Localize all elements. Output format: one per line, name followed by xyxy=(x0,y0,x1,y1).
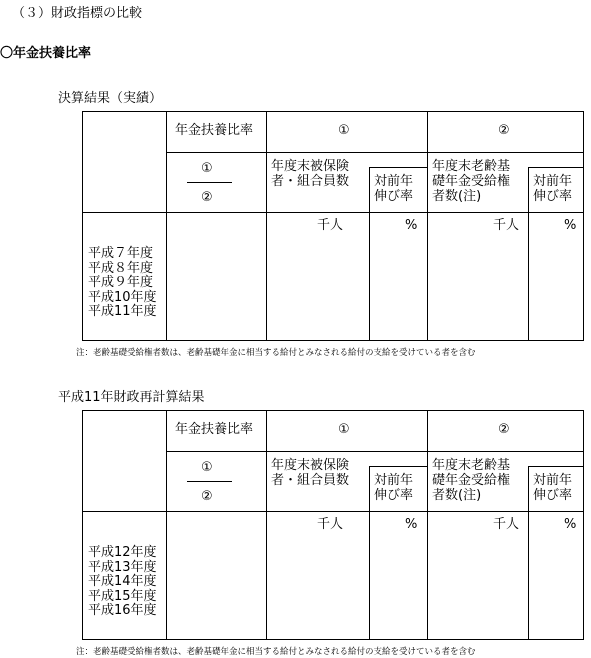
col2-marker: ② xyxy=(498,422,510,437)
fraction-bottom: ② xyxy=(201,489,213,504)
col2-label-line3: 者数(注) xyxy=(432,488,482,503)
col2-label-line2: 礎年金受給権 xyxy=(432,174,511,189)
col2-marker: ② xyxy=(498,123,510,138)
col1-growth-line1: 対前年 xyxy=(374,174,414,189)
col1-growth-line1: 対前年 xyxy=(374,473,414,488)
col2-growth-line1: 対前年 xyxy=(533,174,573,189)
fraction-top: ① xyxy=(201,161,213,176)
unit-persons: 千人 xyxy=(493,218,520,233)
unit-persons: 千人 xyxy=(317,218,344,233)
unit-persons: 千人 xyxy=(317,517,344,532)
unit-percent: % xyxy=(405,218,418,233)
table-caption: 決算結果（実績） xyxy=(58,91,163,106)
year-label: 平成９年度 xyxy=(88,275,154,290)
fraction-top: ① xyxy=(201,460,213,475)
col1-growth-line2: 伸び率 xyxy=(374,488,414,503)
data-table xyxy=(82,111,584,341)
year-label: 平成８年度 xyxy=(88,260,154,276)
unit-percent: % xyxy=(564,517,577,532)
unit-persons: 千人 xyxy=(493,517,520,532)
col2-label-line2: 礎年金受給権 xyxy=(432,473,511,488)
year-label: 平成14年度 xyxy=(88,574,157,589)
col2-label-line3: 者数(注) xyxy=(432,189,482,204)
year-label: 平成10年度 xyxy=(88,289,157,305)
col2-label-line1: 年度末老齢基 xyxy=(432,458,511,473)
table-note: 注：老齢基礎受給権者数は、老齢基礎年金に相当する給付とみなされる給付の支給を受けている者を含む xyxy=(76,647,476,657)
col2-label-line1: 年度末老齢基 xyxy=(432,159,511,174)
unit-percent: % xyxy=(564,218,577,233)
ratio-label: 年金扶養比率 xyxy=(175,422,254,437)
year-label: 平成11年度 xyxy=(88,304,157,319)
col2-growth-line1: 対前年 xyxy=(533,473,573,488)
fraction-bottom: ② xyxy=(201,190,213,205)
heading-pension-support-ratio: 〇年金扶養比率 xyxy=(0,46,92,61)
year-list xyxy=(88,247,157,320)
col1-label-line2: 者・組合員数 xyxy=(271,174,350,189)
col1-label-line1: 年度末被保険 xyxy=(271,159,350,174)
col2-growth-line2: 伸び率 xyxy=(533,488,573,503)
year-label: 平成13年度 xyxy=(88,559,157,575)
col1-label-line1: 年度末被保険 xyxy=(271,458,350,473)
col2-growth-line2: 伸び率 xyxy=(533,189,573,204)
ratio-label: 年金扶養比率 xyxy=(175,123,254,138)
col1-label-line2: 者・組合員数 xyxy=(271,473,350,488)
unit-percent: % xyxy=(405,517,418,532)
col1-marker: ① xyxy=(338,123,350,138)
col1-growth-line2: 伸び率 xyxy=(374,189,414,204)
year-list xyxy=(88,546,157,619)
section-title: （３）財政指標の比較 xyxy=(12,6,143,21)
col1-marker: ① xyxy=(338,422,350,437)
year-label: 平成16年度 xyxy=(88,603,157,618)
year-label: 平成12年度 xyxy=(88,545,157,560)
table-note: 注：老齢基礎受給権者数は、老齢基礎年金に相当する給付とみなされる給付の支給を受けている者を含む xyxy=(76,348,476,358)
table-caption: 平成11年財政再計算結果 xyxy=(58,390,205,405)
year-label: 平成15年度 xyxy=(88,588,157,604)
data-table xyxy=(82,410,584,640)
year-label: 平成７年度 xyxy=(88,246,154,261)
